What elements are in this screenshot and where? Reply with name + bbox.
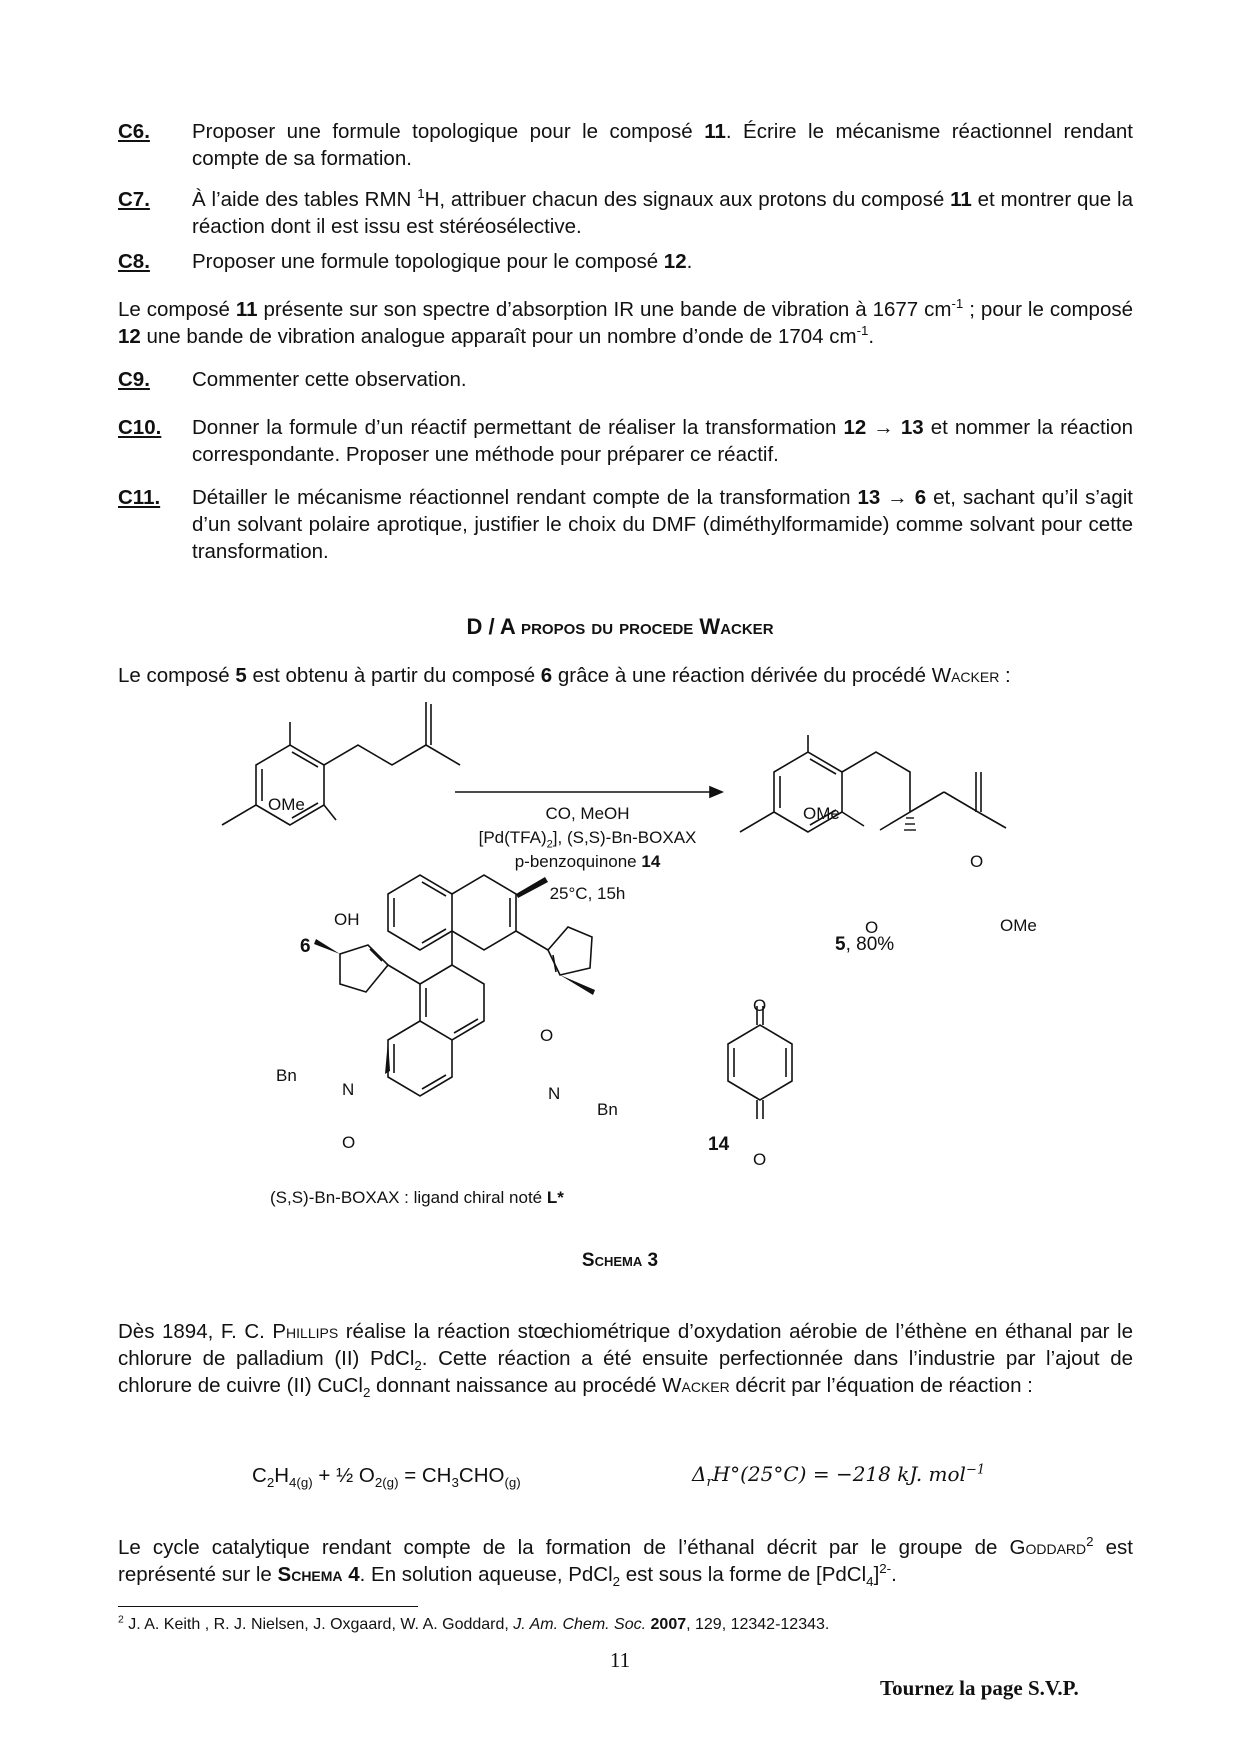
naphthalene-upper-ring-a xyxy=(388,875,452,950)
question-number: C10. xyxy=(118,416,162,439)
label-oh: OH xyxy=(334,910,360,929)
intro-paragraph: Le composé 5 est obtenu à partir du composé 6 grâce à une réaction dérivée du procédé Wacker : xyxy=(118,664,1011,687)
question-c10: C10. Donner la formule d’un réactif permettant de réaliser la transformation 12 → 13 et nommer la réaction correspondante. Proposer une méthode pour préparer ce réactif. xyxy=(118,416,1133,466)
ch2-bond xyxy=(910,792,944,812)
footnote-divider xyxy=(118,1606,418,1607)
question-number: C8. xyxy=(118,250,150,273)
hydroxyl-bond xyxy=(324,805,336,820)
label-ring-oxygen: O xyxy=(865,918,879,937)
footnote: $^2$ J. A. Keith , R. J. Nielsen, J. Oxgaard, W. A. Goddard, J. Am. Chem. Soc. 2007, 129, 12342-12343. xyxy=(118,1614,830,1633)
scheme-title: Schema 3 xyxy=(581,1250,659,1271)
question-number: C7. xyxy=(118,188,150,211)
label-carbonyl-oxygen: O xyxy=(970,852,984,871)
label-compound-5: 5, 80% xyxy=(835,934,895,955)
question-number: C11. xyxy=(118,486,161,509)
label-bn-right: Bn xyxy=(597,1100,618,1119)
section-title: D / A propos du procede Wacker xyxy=(466,614,774,639)
enthalpy-value: $\Delta_rH^\circ(25^\circ C) = -218$ kJ. mol$^{-1}$ xyxy=(692,1462,986,1490)
question-c7: C7. À l’aide des tables RMN $^1$H, attribuer chacun des signaux aux protons du composé 11 et montrer que la réaction dont il est issu est stéréosélective. xyxy=(118,186,1133,238)
reaction-conditions: CO, MeOH $[Pd(TFA)_2]$, (S,S)-Bn-BOXAX p-benzoquinone 14 25°C, 15h xyxy=(478,804,697,903)
label-ome-6: OMe xyxy=(268,795,305,814)
question-number: C6. xyxy=(118,120,150,143)
side-chain xyxy=(324,745,426,765)
quinone-ring xyxy=(728,1025,792,1100)
question-c6: C6. Proposer une formule topologique pour le composé 11. Écrire le mécanisme réactionnel rendant compte de sa formation. xyxy=(118,120,1133,170)
naphthalene-lower-ring-a xyxy=(420,965,484,1040)
label-quinone-o-top: O xyxy=(753,996,767,1015)
methyl-bond xyxy=(222,805,256,825)
label-n-right: N xyxy=(548,1084,561,1103)
ir-paragraph: Le composé 11 présente sur son spectre d’absorption IR une bande de vibration à 1677 $cm^{-1}$ ; pour le composé 12 une bande de vibration analogue apparaît pour un nombre d’onde de 1704 $cm^{-1}$. xyxy=(118,296,1133,348)
question-number: C9. xyxy=(118,368,150,391)
naphthalene-lower-ring-b xyxy=(388,1021,452,1096)
hashed-methyl xyxy=(904,818,916,830)
reaction-equation: $C_2H_{4(g)}$ + ½ $O_{2(g)} = CH_3CHO_{(g)}$ xyxy=(252,1464,521,1491)
history-paragraph: Dès 1894, F. C. Phillips réalise la réaction stœchiométrique d’oxydation aérobie de l’éthène en éthanal par le chlorure de palladium (II) PdCl$_2$. Cette réaction a été ensuite perfectionnée dans l’industrie par l’ajout de chlorure de cuivre (II) CuCl$_2$ donnant naissance au procédé Wacker décrit par l’équation de réaction : xyxy=(118,1320,1133,1401)
question-c9: C9. Commenter cette observation. xyxy=(118,368,467,391)
label-o-right: O xyxy=(540,1026,554,1045)
label-quinone-o-bottom: O xyxy=(753,1150,767,1169)
label-ester-ome: OMe xyxy=(1000,916,1037,935)
label-ome-5: OMe xyxy=(803,804,840,823)
ligand-caption: (S,S)-Bn-BOXAX : ligand chiral noté L* xyxy=(270,1188,564,1207)
label-o-left: O xyxy=(342,1133,356,1152)
label-bn-left: Bn xyxy=(276,1066,297,1085)
question-c11: C11. Détailler le mécanisme réactionnel rendant compte de la transformation 13 → 6 et, sachant qu’il s’agit d’un solvant polaire aprotique, justifier le choix du DMF (diméthylformamide) comme solvant pour cette transformation. xyxy=(118,486,1133,563)
cycle-paragraph: Le cycle catalytique rendant compte de la formation de l’éthanal décrit par le groupe de Goddard$^2$ est représenté sur le Schema 4. En solution aqueuse, PdCl$_2$ est sous la forme de [PdCl$_4$]$^{2-}$. xyxy=(118,1534,1133,1590)
page-number: 11 xyxy=(609,1648,631,1672)
label-compound-14: 14 xyxy=(708,1134,730,1155)
question-c8: C8. Proposer une formule topologique pour le composé 12. xyxy=(118,250,693,273)
label-n-left: N xyxy=(342,1080,355,1099)
turn-page-note: Tournez la page S.V.P. xyxy=(880,1676,1079,1700)
oxazoline-left xyxy=(340,945,388,992)
label-compound-6: 6 xyxy=(300,936,311,957)
